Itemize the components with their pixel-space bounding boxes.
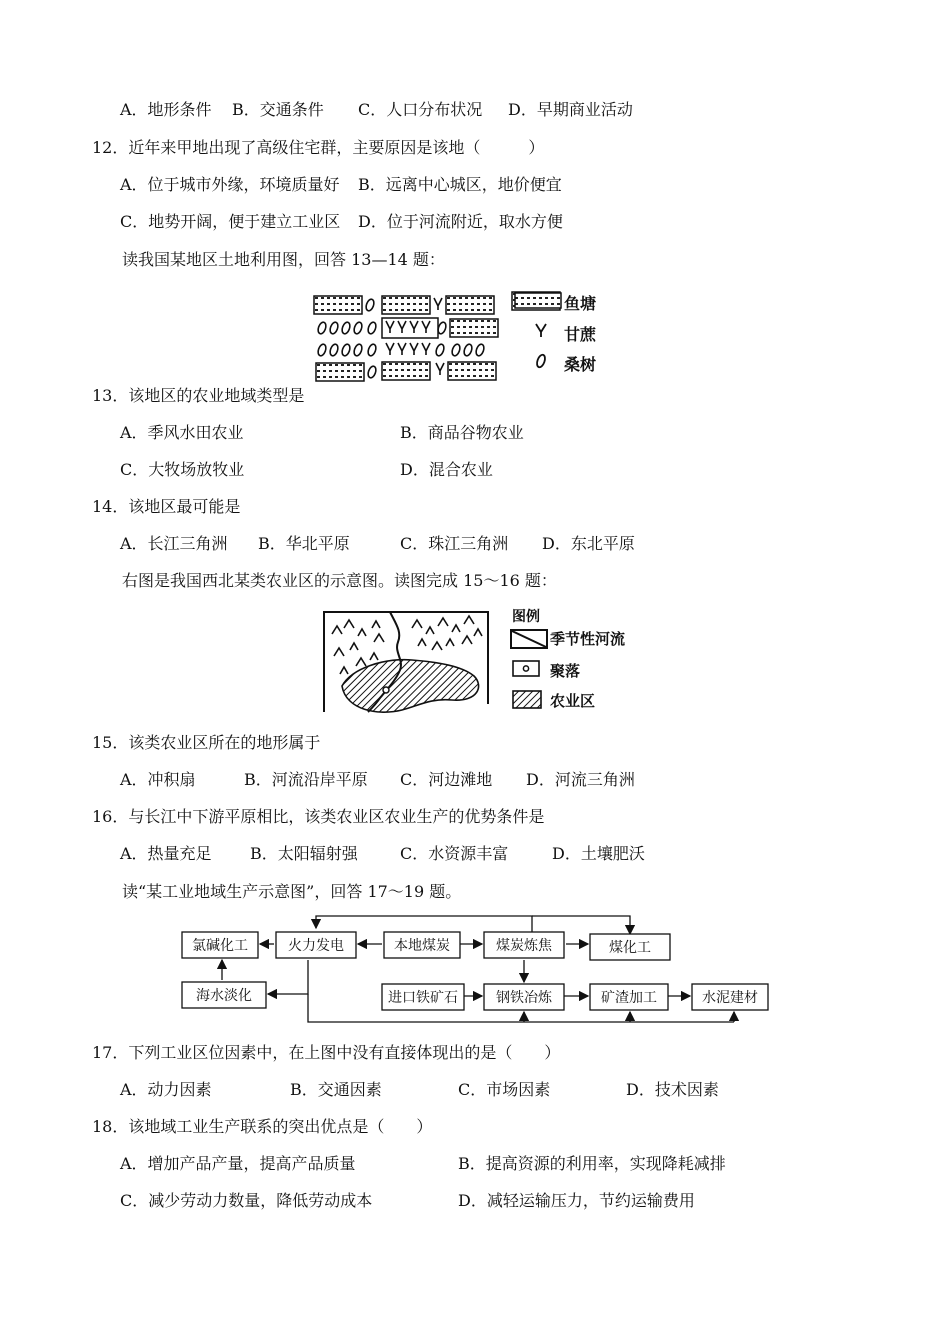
q17-option-c: C．市场因素 — [458, 1080, 551, 1099]
q16-option-c: C．水资源丰富 — [400, 844, 509, 863]
node-slag: 矿渣加工 — [601, 990, 657, 1006]
q17-option-d: D．技术因素 — [626, 1080, 719, 1099]
q11-option-a: A．地形条件 — [120, 100, 212, 119]
q15-option-a: A．冲积扇 — [120, 770, 196, 789]
legend-label-mulberry: 桑树 — [564, 355, 597, 374]
q16-option-d: D．土壤肥沃 — [552, 844, 645, 863]
q13-option-b: B．商品谷物农业 — [400, 423, 524, 442]
legend-label-seasonal-river: 季节性河流 — [550, 630, 626, 648]
q13-option-a: A．季风水田农业 — [120, 423, 244, 442]
northwest-agri-figure — [322, 606, 632, 714]
industry-flow-diagram — [178, 910, 778, 1028]
node-steel: 钢铁冶炼 — [496, 990, 552, 1006]
q18-stem: 18．该地域工业生产联系的突出优点是（ ） — [92, 1117, 433, 1136]
q13-stem: 13．该地区的农业地域类型是 — [92, 386, 305, 405]
legend-label-sugarcane: 甘蔗 — [564, 325, 597, 344]
q11-option-c: C．人口分布状况 — [358, 100, 483, 119]
node-local-coal: 本地煤炭 — [394, 938, 450, 954]
intro-13-14: 读我国某地区土地利用图，回答 13—14 题： — [122, 250, 445, 269]
q17-option-a: A．动力因素 — [120, 1080, 212, 1099]
q15-option-c: C．河边滩地 — [400, 770, 493, 789]
q11-option-d: D．早期商业活动 — [508, 100, 633, 119]
node-chlor-alkali: 氯碱化工 — [192, 938, 248, 954]
q15-option-d: D．河流三角洲 — [526, 770, 635, 789]
q18-option-d: D．减轻运输压力，节约运输费用 — [458, 1191, 695, 1210]
q15-stem: 15．该类农业区所在的地形属于 — [92, 733, 321, 752]
legend-title: 图例 — [512, 609, 540, 625]
q16-stem: 16．与长江中下游平原相比，该类农业区农业生产的优势条件是 — [92, 807, 545, 826]
q14-option-b: B．华北平原 — [258, 534, 350, 553]
q18-option-b: B．提高资源的利用率，实现降耗减排 — [458, 1154, 726, 1173]
q15-option-b: B．河流沿岸平原 — [244, 770, 368, 789]
q17-stem: 17．下列工业区位因素中，在上图中没有直接体现出的是（ ） — [92, 1043, 561, 1062]
farm-area-icon — [512, 690, 544, 710]
q14-option-a: A．长江三角洲 — [120, 534, 228, 553]
node-cement: 水泥建材 — [702, 990, 758, 1006]
intro-17-19: 读“某工业地域生产示意图”，回答 17～19 题。 — [122, 882, 462, 901]
q11-option-b: B．交通条件 — [232, 100, 324, 119]
q12-option-c: C．地势开阔，便于建立工业区 — [120, 212, 341, 231]
q16-option-b: B．太阳辐射强 — [250, 844, 358, 863]
mulberry-icon — [534, 352, 548, 370]
q12-stem: 12．近年来甲地出现了高级住宅群，主要原因是该地（ ） — [92, 138, 545, 157]
q14-stem: 14．该地区最可能是 — [92, 497, 241, 516]
node-coal-chem: 煤化工 — [609, 940, 651, 956]
q17-option-b: B．交通因素 — [290, 1080, 382, 1099]
q12-option-a: A．位于城市外缘，环境质量好 — [120, 175, 340, 194]
q12-option-d: D．位于河流附近，取水方便 — [358, 212, 563, 231]
fish-pond-icon — [514, 290, 562, 310]
node-imported-ore: 进口铁矿石 — [388, 990, 458, 1006]
legend-label-settlement: 聚落 — [550, 662, 581, 680]
node-coking: 煤炭炼焦 — [496, 938, 552, 954]
q13-option-c: C．大牧场放牧业 — [120, 460, 245, 479]
node-thermal-power: 火力发电 — [288, 938, 344, 954]
q13-option-d: D．混合农业 — [400, 460, 493, 479]
q18-option-a: A．增加产品产量，提高产品质量 — [120, 1154, 356, 1173]
legend-label-fish-pond: 鱼塘 — [564, 294, 597, 313]
seasonal-river-icon — [510, 628, 550, 650]
q16-option-a: A．热量充足 — [120, 844, 212, 863]
q12-option-b: B．远离中心城区，地价便宜 — [358, 175, 562, 194]
q14-option-c: C．珠江三角洲 — [400, 534, 509, 553]
intro-15-16: 右图是我国西北某类农业区的示意图。读图完成 15～16 题： — [122, 571, 557, 590]
sugarcane-icon — [534, 322, 548, 338]
settlement-icon — [512, 660, 542, 678]
node-desalination: 海水淡化 — [196, 988, 252, 1004]
q14-option-d: D．东北平原 — [542, 534, 635, 553]
land-use-figure — [312, 288, 622, 384]
q18-option-c: C．减少劳动力数量，降低劳动成本 — [120, 1191, 373, 1210]
legend-label-farm-area: 农业区 — [550, 692, 596, 710]
